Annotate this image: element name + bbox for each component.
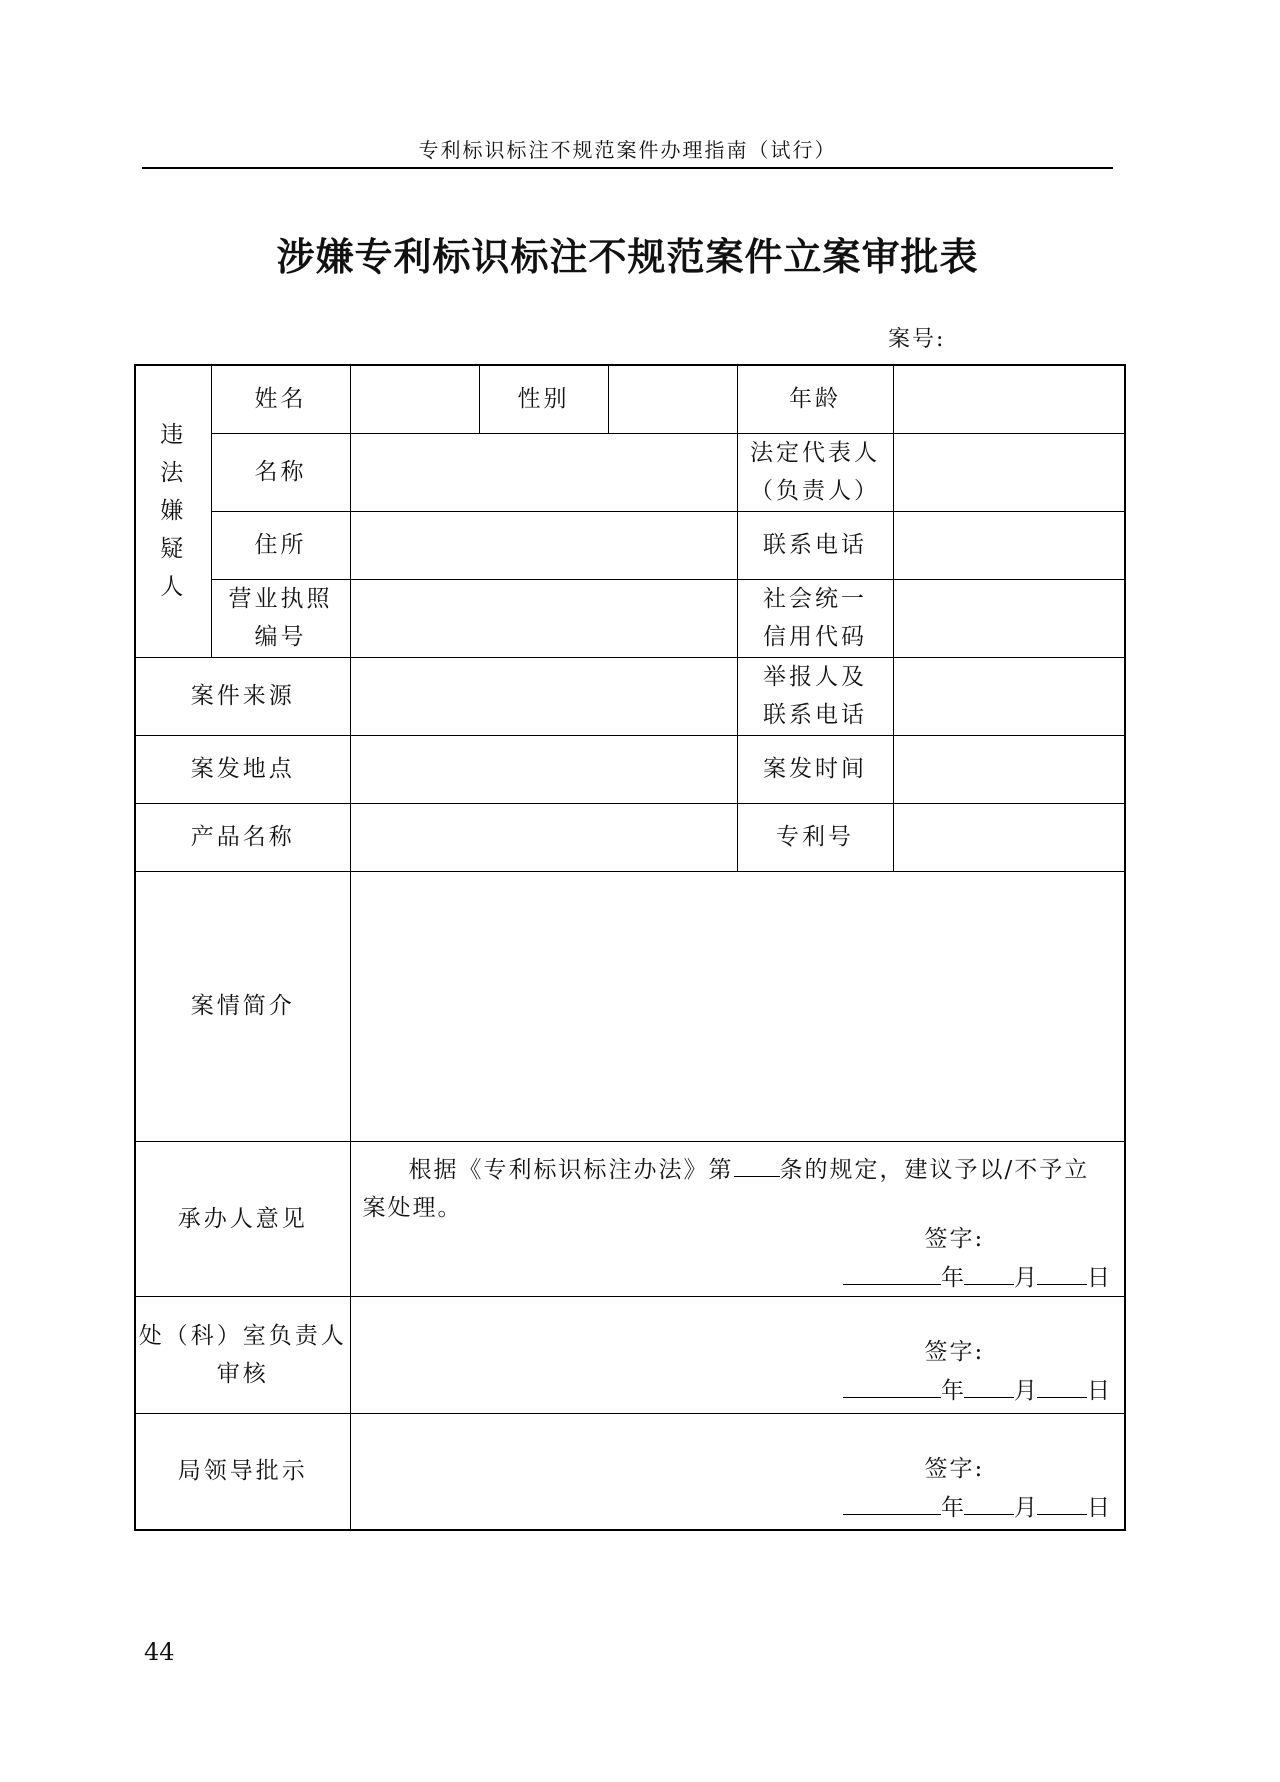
year-label: 年 [941, 1264, 964, 1291]
day-label: 日 [1087, 1264, 1110, 1291]
month-blank[interactable] [964, 1490, 1014, 1515]
month-label: 月 [1014, 1494, 1037, 1521]
reporter-label [737, 657, 893, 735]
leader-approval-label: 局领导批示 [135, 1413, 350, 1530]
legal-rep-label-line2: （负责人） [750, 478, 880, 504]
case-source-value-cell[interactable] [350, 657, 737, 735]
table-row [135, 735, 1125, 803]
legal-rep-label [737, 433, 893, 511]
day-blank[interactable] [1037, 1490, 1087, 1515]
approval-form-table [134, 364, 1126, 1531]
office-sign-label: 签字: [924, 1338, 985, 1365]
year-blank[interactable] [843, 1260, 941, 1285]
table-row [135, 871, 1125, 1141]
patent-number-label: 专利号 [737, 803, 893, 871]
day-label: 日 [1087, 1377, 1110, 1404]
opinion-text-part2: 条的规定，建议予以/不予立案处理。 [362, 1156, 1090, 1221]
product-name-label: 产品名称 [135, 803, 350, 871]
table-row [135, 511, 1125, 579]
office-review-label [135, 1296, 350, 1413]
name-label: 姓名 [211, 365, 350, 433]
suspect-char: 嫌 [160, 498, 187, 525]
credit-code-label [737, 579, 893, 657]
handler-opinion-cell[interactable] [350, 1141, 1125, 1296]
product-name-value-cell[interactable] [350, 803, 737, 871]
gender-value-cell[interactable] [608, 365, 737, 433]
reporter-value-cell[interactable] [893, 657, 1125, 735]
article-number-blank[interactable] [734, 1150, 780, 1177]
month-label: 月 [1014, 1264, 1037, 1291]
month-blank[interactable] [964, 1373, 1014, 1398]
year-label: 年 [941, 1494, 964, 1521]
case-number-label: 案号: [888, 327, 946, 352]
age-label: 年龄 [737, 365, 893, 433]
license-label-line1: 营业执照 [228, 586, 333, 612]
case-location-value-cell[interactable] [350, 735, 737, 803]
month-label: 月 [1014, 1377, 1037, 1404]
form-title: 涉嫌专利标识标注不规范案件立案审批表 [276, 234, 979, 279]
handler-sign-label: 签字: [924, 1225, 985, 1252]
reporter-label-line1: 举报人及 [763, 664, 867, 690]
credit-code-label-line2: 信用代码 [763, 624, 867, 650]
table-row [135, 1141, 1125, 1296]
reporter-label-line2: 联系电话 [763, 702, 867, 728]
year-label: 年 [941, 1377, 964, 1404]
address-label: 住所 [211, 511, 350, 579]
credit-code-label-line1: 社会统一 [763, 586, 867, 612]
name-value-cell[interactable] [350, 365, 479, 433]
page-number: 44 [144, 1638, 175, 1666]
table-row [135, 1413, 1125, 1530]
suspect-char: 疑 [160, 536, 187, 563]
office-review-label-line1: 处（科）室负责人 [138, 1322, 347, 1349]
suspect-char: 法 [160, 460, 187, 487]
header-rule [142, 167, 1113, 169]
phone-label: 联系电话 [737, 511, 893, 579]
leader-date-line [843, 1489, 1110, 1527]
case-location-label: 案发地点 [135, 735, 350, 803]
entity-name-value-cell[interactable] [350, 433, 737, 511]
office-review-cell[interactable] [350, 1296, 1125, 1413]
office-review-label-line2: 审核 [216, 1360, 269, 1387]
gender-label: 性别 [479, 365, 608, 433]
table-row [135, 803, 1125, 871]
running-header: 专利标识标注不规范案件办理指南（试行） [418, 138, 837, 162]
table-row [135, 1296, 1125, 1413]
suspect-label-cell [135, 365, 211, 657]
day-blank[interactable] [1037, 1373, 1087, 1398]
year-blank[interactable] [843, 1373, 941, 1398]
address-value-cell[interactable] [350, 511, 737, 579]
handler-date-line [843, 1259, 1110, 1297]
case-time-value-cell[interactable] [893, 735, 1125, 803]
table-row [135, 657, 1125, 735]
license-value-cell[interactable] [350, 579, 737, 657]
day-label: 日 [1087, 1494, 1110, 1521]
leader-approval-cell[interactable] [350, 1413, 1125, 1530]
handler-opinion-text [351, 1142, 1125, 1227]
table-row [135, 579, 1125, 657]
case-summary-label: 案情简介 [135, 871, 350, 1141]
case-summary-value-cell[interactable] [350, 871, 1125, 1141]
phone-value-cell[interactable] [893, 511, 1125, 579]
handler-opinion-label: 承办人意见 [135, 1141, 350, 1296]
legal-rep-label-line1: 法定代表人 [750, 440, 880, 466]
month-blank[interactable] [964, 1260, 1014, 1285]
opinion-text-part1: 根据《专利标识标注办法》第 [408, 1156, 734, 1183]
table-row [135, 365, 1125, 433]
case-source-label: 案件来源 [135, 657, 350, 735]
leader-sign-label: 签字: [924, 1455, 985, 1482]
suspect-char: 违 [160, 422, 187, 449]
patent-number-value-cell[interactable] [893, 803, 1125, 871]
table-row [135, 433, 1125, 511]
age-value-cell[interactable] [893, 365, 1125, 433]
suspect-char: 人 [160, 574, 187, 601]
license-label [211, 579, 350, 657]
year-blank[interactable] [843, 1490, 941, 1515]
day-blank[interactable] [1037, 1260, 1087, 1285]
office-date-line [843, 1372, 1110, 1410]
entity-name-label: 名称 [211, 433, 350, 511]
license-label-line2: 编号 [254, 624, 307, 650]
legal-rep-value-cell[interactable] [893, 433, 1125, 511]
credit-code-value-cell[interactable] [893, 579, 1125, 657]
case-time-label: 案发时间 [737, 735, 893, 803]
